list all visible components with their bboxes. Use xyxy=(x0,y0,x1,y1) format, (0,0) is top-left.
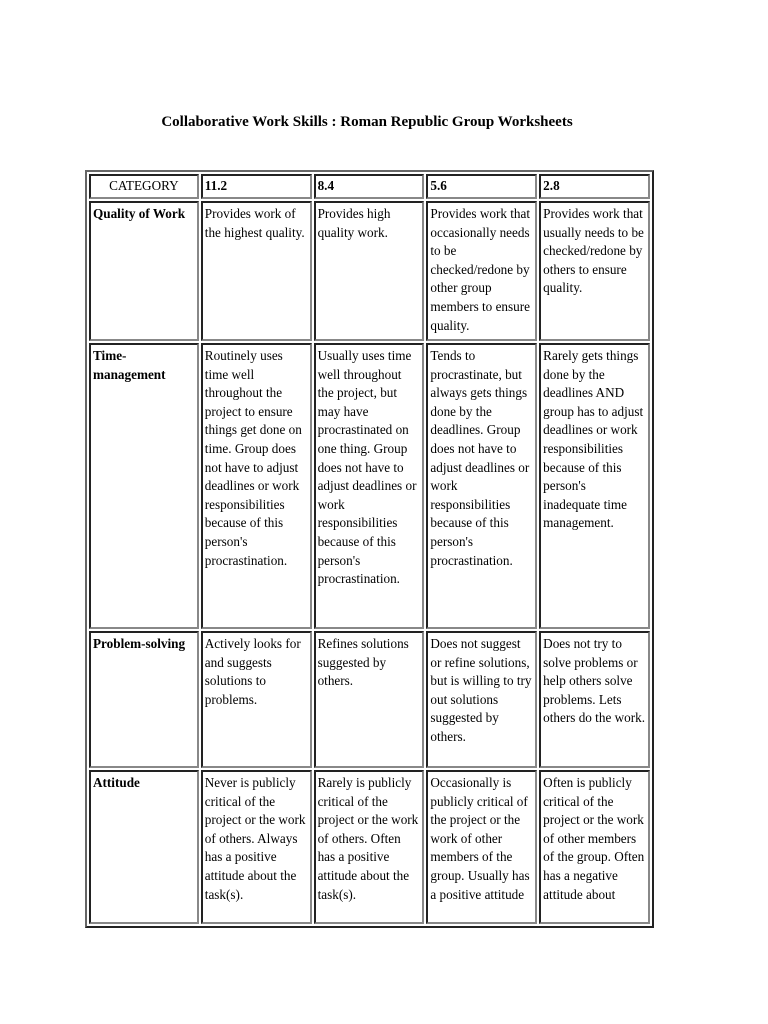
row-category: Problem-solving xyxy=(89,631,199,768)
table-cell: Never is publicly critical of the project or the work of others. Always has a positive attitude about the task(s). xyxy=(201,770,312,924)
table-cell: Does not try to solve problems or help others solve problems. Lets others do the work. xyxy=(539,631,650,768)
header-score: 8.4 xyxy=(314,174,425,199)
header-score: 11.2 xyxy=(201,174,312,199)
table-cell: Provides work that occasionally needs to be checked/redone by other group members to ensure quality. xyxy=(426,201,537,341)
table-cell: Occasionally is publicly critical of the project or the work of other members of the group. Usually has a positive attitude xyxy=(426,770,537,924)
table-cell: Refines solutions suggested by others. xyxy=(314,631,425,768)
table-row xyxy=(89,631,650,768)
header-score: 5.6 xyxy=(426,174,537,199)
page-title: Collaborative Work Skills : Roman Republic Group Worksheets xyxy=(161,114,573,130)
table-header-row xyxy=(89,174,650,199)
table-cell: Provides high quality work. xyxy=(314,201,425,341)
row-category: Time-management xyxy=(89,343,199,629)
table-row xyxy=(89,770,650,924)
row-category: Attitude xyxy=(89,770,199,924)
table-cell: Rarely gets things done by the deadlines AND group has to adjust deadlines or work responsibilities because of this person's inadequate time management. xyxy=(539,343,650,629)
header-score: 2.8 xyxy=(539,174,650,199)
table-cell: Tends to procrastinate, but always gets things done by the deadlines. Group does not have to adjust deadlines or work responsibilities because of this person's procrastination. xyxy=(426,343,537,629)
row-category: Quality of Work xyxy=(89,201,199,341)
table-row xyxy=(89,343,650,629)
table-cell: Rarely is publicly critical of the project or the work of others. Often has a positive attitude about the task(s). xyxy=(314,770,425,924)
table-cell: Does not suggest or refine solutions, but is willing to try out solutions suggested by others. xyxy=(426,631,537,768)
table-cell: Provides work that usually needs to be checked/redone by others to ensure quality. xyxy=(539,201,650,341)
table-cell: Often is publicly critical of the project or the work of other members of the group. Often has a negative attitude about xyxy=(539,770,650,924)
header-category: CATEGORY xyxy=(89,174,199,199)
table-cell: Actively looks for and suggests solutions to problems. xyxy=(201,631,312,768)
table-row xyxy=(89,201,650,341)
table-cell: Routinely uses time well throughout the project to ensure things get done on time. Group does not have to adjust deadlines or work responsibilities because of this person's procrastination. xyxy=(201,343,312,629)
rubric-table xyxy=(85,170,654,928)
table-cell: Provides work of the highest quality. xyxy=(201,201,312,341)
table-cell: Usually uses time well throughout the project, but may have procrastinated on one thing. Group does not have to adjust deadlines or work responsibilities because of this person's procrastination. xyxy=(314,343,425,629)
